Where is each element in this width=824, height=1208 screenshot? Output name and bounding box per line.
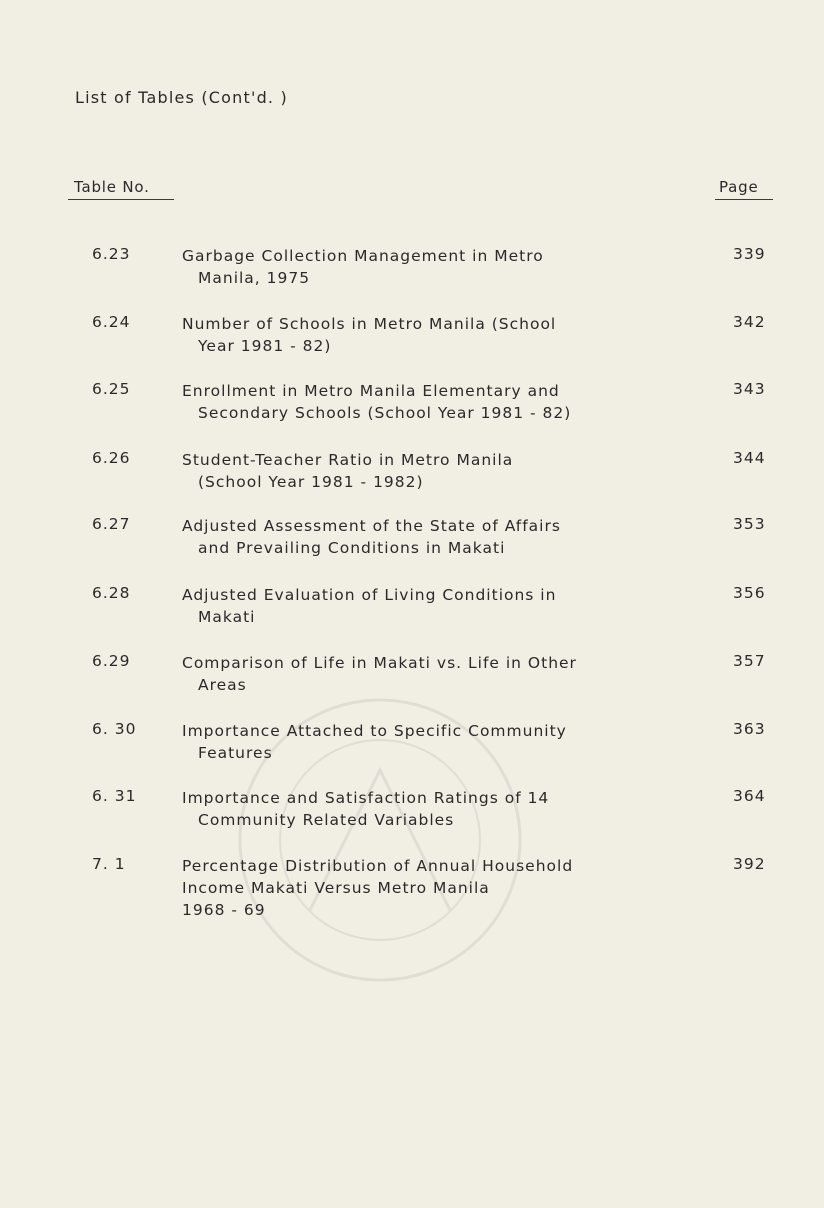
- table-number: 6.25: [92, 380, 131, 398]
- title-line: Percentage Distribution of Annual Household: [182, 857, 574, 875]
- table-title: [182, 787, 702, 831]
- page-number: 364: [733, 787, 766, 805]
- page-number: 357: [733, 652, 766, 670]
- title-line: Income Makati Versus Metro Manila: [182, 879, 490, 897]
- page-number: 342: [733, 313, 766, 331]
- title-line: and Prevailing Conditions in Makati: [198, 539, 506, 557]
- table-title: [182, 380, 702, 424]
- table-title: [182, 245, 702, 289]
- title-line: Number of Schools in Metro Manila (School: [182, 315, 557, 333]
- title-line: Community Related Variables: [198, 811, 455, 829]
- title-line: Importance and Satisfaction Ratings of 14: [182, 789, 550, 807]
- column-header-page: Page: [719, 178, 759, 196]
- page-number: 392: [733, 855, 766, 873]
- page-number: 344: [733, 449, 766, 467]
- table-number: 6. 31: [92, 787, 137, 805]
- title-line: Comparison of Life in Makati vs. Life in Other: [182, 654, 577, 672]
- table-title: [182, 515, 702, 559]
- title-line: Year 1981 - 82): [198, 337, 332, 355]
- page-number: 356: [733, 584, 766, 602]
- column-header-underline: [715, 199, 773, 200]
- title-line: 1968 - 69: [182, 901, 266, 919]
- title-line: Areas: [198, 676, 247, 694]
- column-header-underline: [68, 199, 174, 200]
- table-title: [182, 449, 702, 493]
- page-number: 339: [733, 245, 766, 263]
- table-number: 6.28: [92, 584, 131, 602]
- title-line: Garbage Collection Management in Metro: [182, 247, 544, 265]
- table-number: 6.26: [92, 449, 131, 467]
- table-title: [182, 652, 702, 696]
- table-title: [182, 855, 702, 921]
- page-number: 363: [733, 720, 766, 738]
- table-number: 6.23: [92, 245, 131, 263]
- title-line: Secondary Schools (School Year 1981 - 82): [198, 404, 572, 422]
- table-number: 6.29: [92, 652, 131, 670]
- column-header-table-no: Table No.: [74, 178, 150, 196]
- table-number: 7. 1: [92, 855, 126, 873]
- title-line: Makati: [198, 608, 256, 626]
- title-line: Student-Teacher Ratio in Metro Manila: [182, 451, 514, 469]
- page-number: 343: [733, 380, 766, 398]
- title-line: Adjusted Assessment of the State of Affairs: [182, 517, 561, 535]
- table-number: 6.24: [92, 313, 131, 331]
- table-title: [182, 584, 702, 628]
- title-line: (School Year 1981 - 1982): [198, 473, 424, 491]
- title-line: Adjusted Evaluation of Living Conditions in: [182, 586, 557, 604]
- title-line: Features: [198, 744, 273, 762]
- title-line: Importance Attached to Specific Community: [182, 722, 567, 740]
- table-number: 6.27: [92, 515, 131, 533]
- table-title: [182, 720, 702, 764]
- title-line: Enrollment in Metro Manila Elementary and: [182, 382, 560, 400]
- title-line: Manila, 1975: [198, 269, 311, 287]
- table-number: 6. 30: [92, 720, 137, 738]
- page-number: 353: [733, 515, 766, 533]
- page-heading: List of Tables (Cont'd. ): [75, 88, 288, 107]
- table-title: [182, 313, 702, 357]
